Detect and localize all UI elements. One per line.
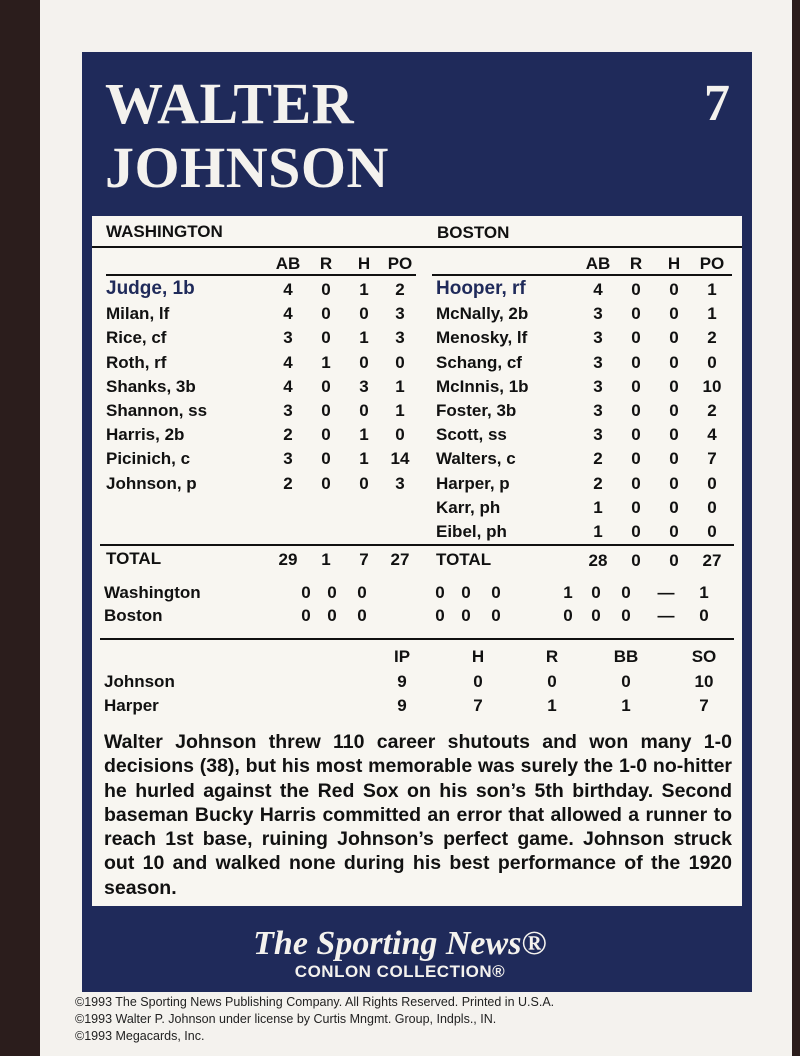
- washington-stat: 0: [321, 304, 331, 324]
- boston-stat: 0: [631, 376, 641, 396]
- washington-player-name: Shannon, ss: [106, 401, 208, 420]
- washington-team-label: WASHINGTON: [106, 222, 223, 241]
- boston-stat: 0: [631, 449, 641, 469]
- pitcher-name: Harper: [104, 696, 159, 715]
- boston-total-stat: 0: [669, 551, 679, 570]
- boston-stat: 2: [707, 401, 717, 420]
- washington-player-name: Johnson, p: [106, 473, 197, 493]
- boston-stat: 0: [669, 352, 679, 372]
- boston-col-h: H: [667, 254, 681, 273]
- boston-stat: 0: [707, 352, 717, 372]
- boston-stat: 4: [707, 425, 717, 445]
- pitching-stat: 7: [473, 696, 483, 715]
- boston-stat: 0: [631, 401, 641, 420]
- boston-team-label: BOSTON: [437, 223, 510, 242]
- washington-stat: 0: [321, 376, 331, 396]
- boston-stat: 0: [669, 304, 679, 324]
- washington-stat: 2: [283, 425, 293, 445]
- linescore-inning: 0: [563, 606, 573, 625]
- washington-stat: 1: [321, 352, 331, 372]
- washington-stat: 3: [283, 401, 293, 420]
- washington-stat: 3: [395, 304, 405, 324]
- boston-stat: 0: [631, 473, 641, 493]
- copyright-line-1: ©1993 The Sporting News Publishing Company. All Rights Reserved. Printed in U.S.A.: [75, 995, 555, 1009]
- washington-player-name: Shanks, 3b: [106, 376, 196, 396]
- boston-stat: 0: [669, 449, 679, 469]
- washington-stat: 0: [359, 304, 369, 324]
- boston-stat: 10: [702, 376, 722, 396]
- washington-player-name: Picinich, c: [106, 449, 191, 469]
- washington-stat: 0: [321, 328, 331, 348]
- pitching-stat: 1: [621, 696, 631, 715]
- boston-player-name: Walters, c: [436, 449, 516, 469]
- washington-stat: 1: [359, 280, 369, 299]
- linescore-inning: 0: [357, 606, 367, 625]
- linescore-inning: 0: [301, 583, 311, 602]
- boston-player-name: McNally, 2b: [436, 304, 529, 324]
- washington-stat: 0: [359, 401, 369, 420]
- boston-player-name: Foster, 3b: [436, 401, 517, 420]
- boston-col-ab: AB: [585, 254, 611, 273]
- boston-player-name: Schang, cf: [436, 352, 522, 372]
- boston-header-rule: [432, 274, 732, 276]
- washington-stat: 0: [321, 473, 331, 493]
- boston-stat: 0: [631, 425, 641, 445]
- washington-col-h: H: [357, 254, 371, 273]
- washington-col-po: PO: [387, 254, 413, 273]
- boston-stat: 0: [669, 497, 679, 517]
- totals-rule: [100, 544, 734, 546]
- linescore-inning: 0: [621, 606, 631, 625]
- boston-stat: 0: [669, 401, 679, 420]
- linescore-inning: 0: [357, 583, 367, 602]
- boston-stat: 0: [631, 328, 641, 348]
- card-number: 7: [704, 75, 730, 132]
- copyright-line-2: ©1993 Walter P. Johnson under license by Curtis Mngmt. Group, Indpls., IN.: [75, 1012, 497, 1026]
- linescore-team: Boston: [104, 606, 163, 625]
- washington-total-stat: 7: [359, 550, 369, 569]
- boston-stat: 0: [669, 280, 679, 299]
- boston-player-name: Menosky, lf: [436, 328, 528, 348]
- pitching-stat: 9: [397, 696, 407, 715]
- conlon-collection-label: CONLON COLLECTION®: [294, 962, 506, 981]
- linescore-inning: 0: [327, 606, 337, 625]
- linescore-total: 0: [699, 606, 709, 625]
- washington-stat: 3: [395, 473, 405, 493]
- washington-stat: 2: [395, 280, 405, 299]
- washington-stat: 4: [283, 280, 293, 299]
- linescore-inning: 0: [461, 583, 471, 602]
- player-first-name: WALTER: [105, 71, 355, 136]
- washington-stat: 14: [390, 449, 410, 469]
- washington-stat: 0: [321, 425, 331, 445]
- player-name: [105, 72, 389, 200]
- washington-total-stat: 27: [390, 550, 410, 569]
- boston-stat: 0: [669, 522, 679, 541]
- washington-stat: 0: [321, 280, 331, 299]
- linescore-inning: 0: [591, 583, 601, 602]
- boston-player-name: Scott, ss: [436, 425, 507, 445]
- boston-stat: 2: [707, 328, 717, 348]
- boston-stat: 3: [593, 304, 603, 324]
- boston-player-name: Eibel, ph: [436, 522, 507, 541]
- washington-stat: 4: [283, 352, 293, 372]
- boston-stat: 0: [707, 497, 717, 517]
- boston-stat: 1: [707, 280, 717, 299]
- washington-stat: 1: [359, 449, 369, 469]
- linescore-inning: 0: [435, 606, 445, 625]
- boston-stat: 0: [631, 522, 641, 541]
- boston-col-po: PO: [699, 254, 725, 273]
- pitching-stat: 0: [473, 672, 483, 691]
- pitching-stat: 10: [694, 672, 714, 691]
- washington-header-rule: [106, 274, 416, 276]
- pitching-stat: 1: [547, 696, 557, 715]
- bio-text: Walter Johnson threw 110 career shutouts and won many 1-0 decisions (38), but his most memorable was surely the 1-0 no-hitter he hurled against the Red Sox on his son’s 5th birthday. Second baseman Bucky Harris committed an error that allowed a runner to reach 1st base, ruining Johnson’s perfect game. Johnson struck out 10 and walked none during his best performance of the 1920 season.: [104, 731, 732, 899]
- boston-stat: 0: [631, 352, 641, 372]
- washington-player-name: Roth, rf: [106, 352, 167, 372]
- washington-stat: 0: [359, 352, 369, 372]
- boston-player-name: Harper, p: [436, 473, 510, 493]
- washington-stat: 1: [359, 425, 369, 445]
- copyright-line-3: ©1993 Megacards, Inc.: [75, 1029, 205, 1043]
- sporting-news-logo: The Sporting News®: [253, 925, 547, 962]
- boston-stat: 0: [707, 473, 717, 493]
- boston-stat: 1: [593, 497, 603, 517]
- boston-stat: 7: [707, 449, 717, 469]
- boston-total-label: TOTAL: [436, 550, 492, 569]
- pitching-stat: 7: [699, 696, 709, 715]
- linescore-inning: 0: [621, 583, 631, 602]
- boston-stat: 0: [669, 473, 679, 493]
- linescore-inning: 0: [491, 583, 501, 602]
- pitching-col-ip: IP: [393, 647, 411, 666]
- boston-col-r: R: [629, 254, 643, 273]
- boston-stat: 0: [631, 304, 641, 324]
- pitching-col-bb: BB: [613, 647, 639, 666]
- boston-stat: 3: [593, 376, 603, 396]
- header-rule: [92, 246, 742, 248]
- washington-stat: 1: [395, 401, 405, 420]
- washington-player-name: Harris, 2b: [106, 425, 185, 445]
- boston-stat: 0: [707, 522, 717, 541]
- pitching-stat: 9: [397, 672, 407, 691]
- washington-stat: 4: [283, 376, 293, 396]
- linescore-dash: —: [657, 583, 675, 602]
- linescore-inning: 0: [591, 606, 601, 625]
- boston-stat: 0: [669, 425, 679, 445]
- linescore-inning: 0: [327, 583, 337, 602]
- boston-stat: 0: [669, 376, 679, 396]
- pitching-stat: 0: [547, 672, 557, 691]
- boston-stat: 3: [593, 425, 603, 445]
- washington-stat: 3: [283, 449, 293, 469]
- washington-stat: 0: [395, 352, 405, 372]
- boston-player-name: Hooper, rf: [436, 278, 526, 299]
- washington-player-name: Rice, cf: [106, 328, 167, 348]
- linescore-inning: 0: [491, 606, 501, 625]
- washington-stat: 0: [359, 473, 369, 493]
- pitching-col-so: SO: [691, 647, 717, 666]
- boston-stat: 0: [631, 280, 641, 299]
- pitching-col-r: R: [545, 647, 559, 666]
- linescore-inning: 1: [563, 583, 573, 602]
- washington-total-label: TOTAL: [106, 549, 162, 568]
- linescore-total: 1: [699, 583, 709, 602]
- washington-stat: 3: [395, 328, 405, 348]
- box-score-panel: [92, 216, 742, 906]
- boston-stat: 3: [593, 401, 603, 420]
- washington-stat: 0: [321, 401, 331, 420]
- pitching-stat: 0: [621, 672, 631, 691]
- pitcher-name: Johnson: [104, 672, 175, 691]
- player-last-name: JOHNSON: [105, 135, 389, 200]
- boston-stat: 0: [631, 497, 641, 517]
- washington-player-name: Milan, lf: [106, 304, 170, 324]
- boston-stat: 0: [669, 328, 679, 348]
- washington-stat: 2: [283, 473, 293, 493]
- washington-stat: 3: [359, 376, 369, 396]
- boston-stat: 2: [593, 473, 603, 493]
- linescore-dash: —: [657, 606, 675, 625]
- linescore-inning: 0: [301, 606, 311, 625]
- washington-col-ab: AB: [275, 254, 301, 273]
- boston-total-stat: 0: [631, 551, 641, 570]
- washington-stat: 4: [283, 304, 293, 324]
- washington-stat: 1: [359, 328, 369, 348]
- washington-total-stat: 1: [321, 550, 331, 569]
- washington-col-r: R: [319, 254, 333, 273]
- linescore-team: Washington: [104, 583, 201, 602]
- boston-stat: 3: [593, 328, 603, 348]
- washington-stat: 1: [395, 376, 405, 396]
- boston-stat: 3: [593, 352, 603, 372]
- linescore-inning: 0: [435, 583, 445, 602]
- pitching-rule: [100, 638, 734, 640]
- washington-player-name: Judge, 1b: [106, 278, 195, 299]
- washington-stat: 0: [321, 449, 331, 469]
- boston-stat: 2: [593, 449, 603, 469]
- washington-stat: 0: [395, 425, 405, 445]
- washington-total-stat: 29: [278, 550, 298, 569]
- boston-stat: 1: [707, 304, 717, 324]
- linescore-inning: 0: [461, 606, 471, 625]
- boston-total-stat: 27: [702, 551, 722, 570]
- boston-player-name: Karr, ph: [436, 497, 501, 517]
- boston-total-stat: 28: [588, 551, 608, 570]
- pitching-col-h: H: [471, 647, 485, 666]
- boston-stat: 4: [593, 280, 603, 299]
- boston-stat: 1: [593, 522, 603, 541]
- boston-player-name: McInnis, 1b: [436, 376, 529, 396]
- washington-stat: 3: [283, 328, 293, 348]
